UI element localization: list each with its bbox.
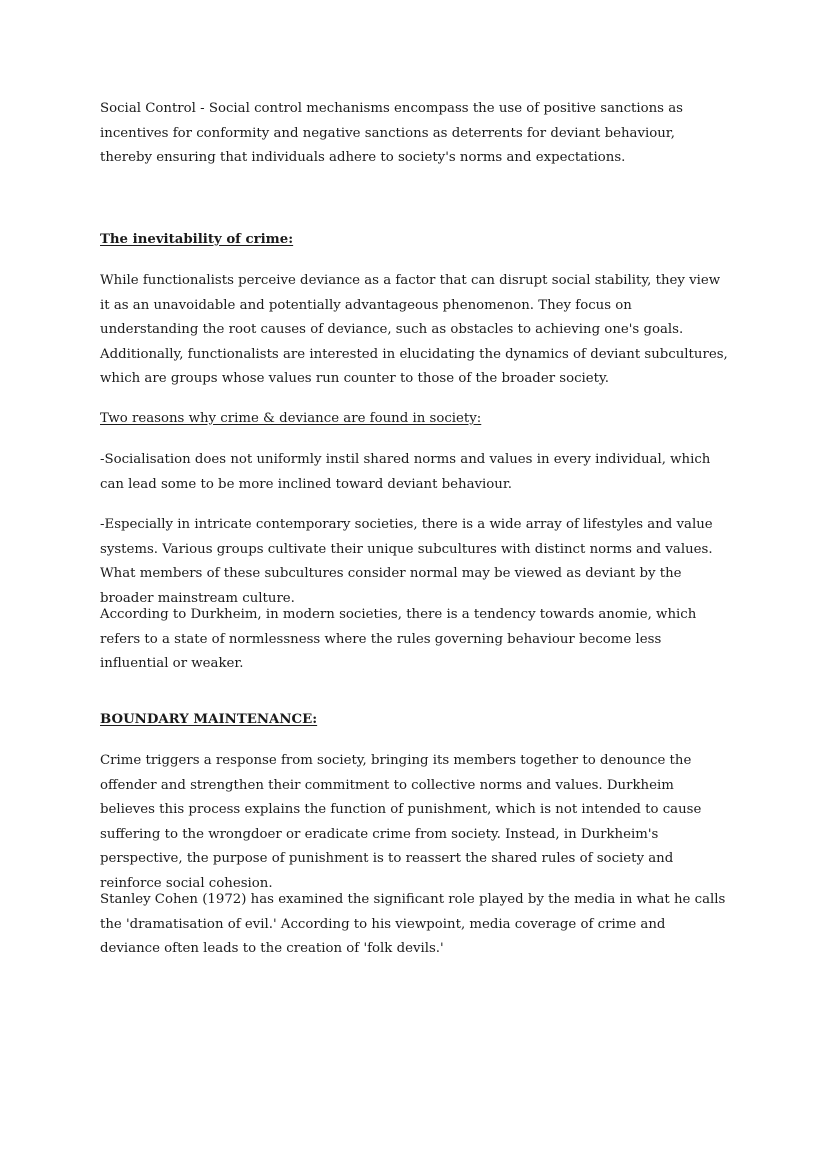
reason-one-paragraph: -Socialisation does not uniformly instil shared norms and values in every individual, which can lead some to be more inclined toward deviant behaviour. [100,452,711,492]
social-control-paragraph: Social Control - Social control mechanisms encompass the use of positive sanctions as incentives for conformity and negative sanctions as deterrents for deviant behaviour, thereby ensuring that individuals adhere to society's norms and expectations. [100,101,683,165]
boundary-maintenance-paragraph: Crime triggers a response from society, bringing its members together to denounce the offender and strengthen their commitment to collective norms and values. Durkheim believes this process explains the function of punishment, which is not intended to cause suffering to the wrongdoer or eradicate crime from society. Instead, in Durkheim's perspective, the purpose of punishment is to reassert the shared rules of society and reinforce social cohesion. [100,753,702,891]
two-reasons-heading: Two reasons why crime & deviance are found in society: [100,411,482,426]
inevitability-heading: The inevitability of crime: [100,232,294,247]
durkheim-anomie-paragraph: According to Durkheim, in modern societies, there is a tendency towards anomie, which refers to a state of normlessness where the rules governing behaviour become less influential or weaker. [100,607,697,671]
boundary-maintenance-heading: BOUNDARY MAINTENANCE: [100,712,318,727]
reason-two-paragraph: -Especially in intricate contemporary societies, there is a wide array of lifestyles and value systems. Various groups cultivate their unique subcultures with distinct norms and values. What members of these subcultures consider normal may be viewed as deviant by the broader mainstream culture. [100,517,713,606]
cohen-paragraph: Stanley Cohen (1972) has examined the significant role played by the media in what he calls the 'dramatisation of evil.' According to his viewpoint, media coverage of crime and deviance often leads to the creation of 'folk devils.' [100,892,726,956]
inevitability-paragraph: While functionalists perceive deviance as a factor that can disrupt social stability, they view it as an unavoidable and potentially advantageous phenomenon. They focus on understanding the root causes of deviance, such as obstacles to achieving one's goals. Additionally, functionalists are interested in elucidating the dynamics of deviant subcultures, which are groups whose values run counter to those of the broader society. [100,273,728,386]
